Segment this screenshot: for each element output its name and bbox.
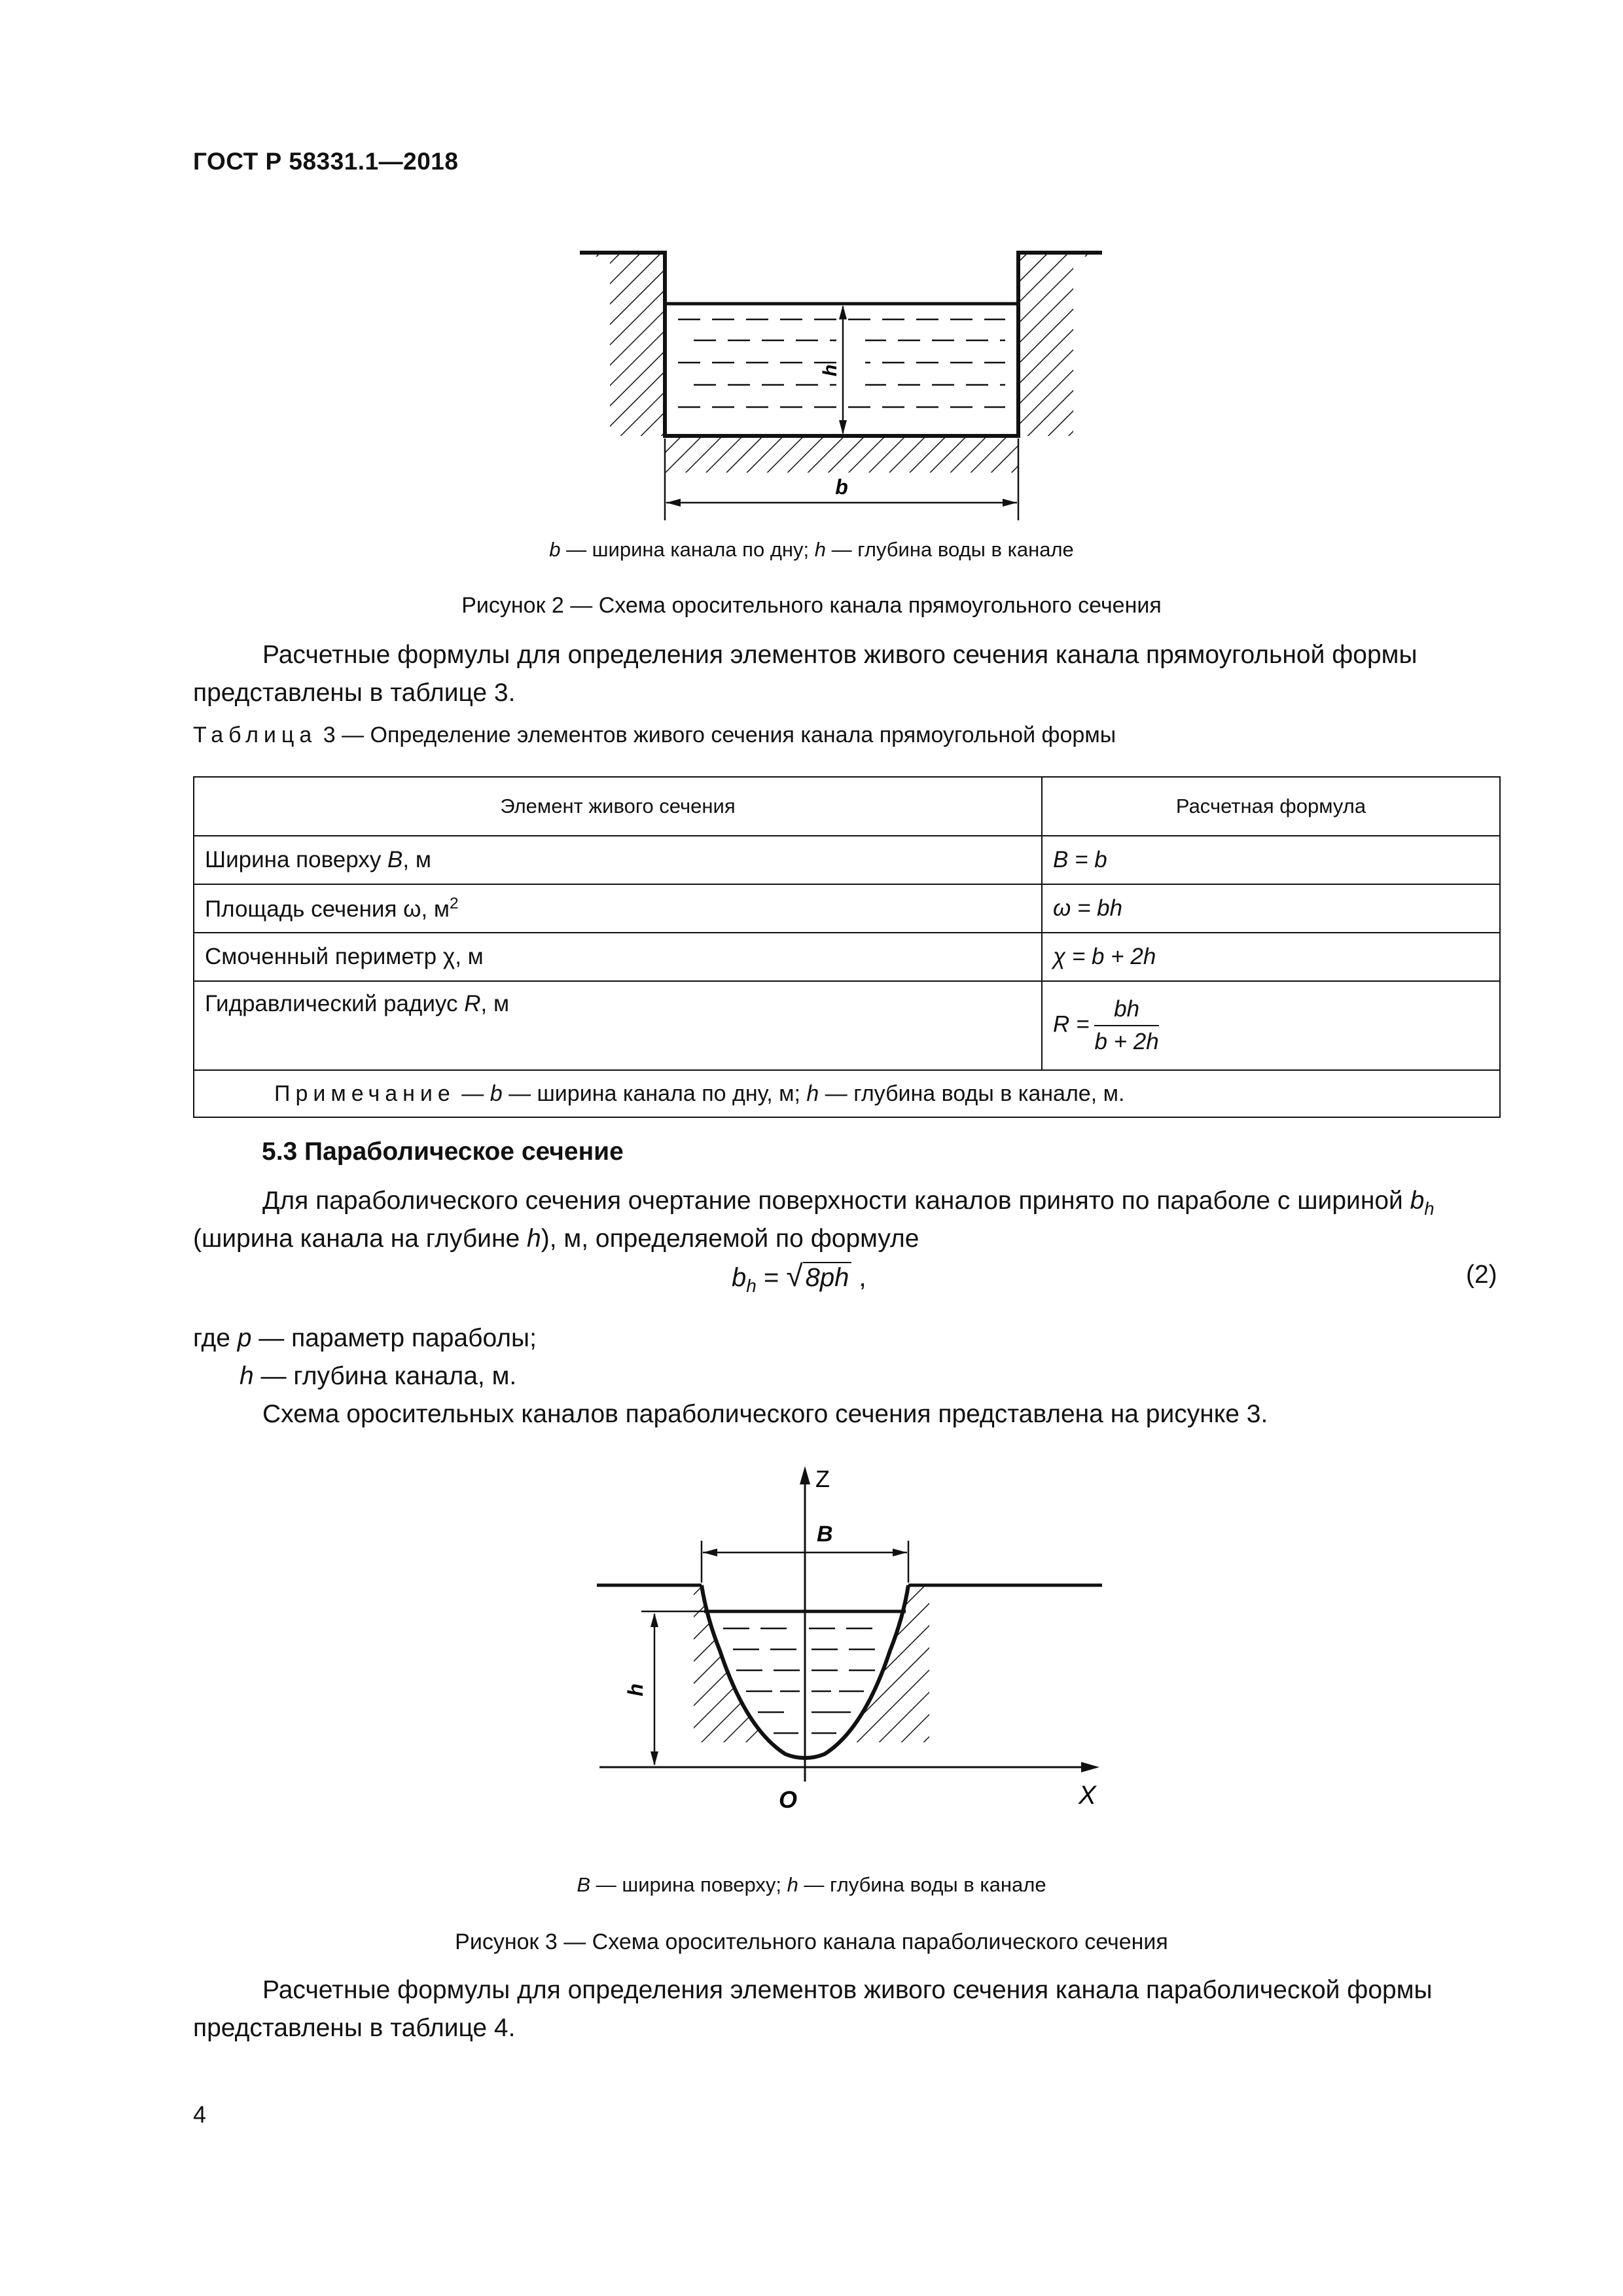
figure-2-caption: Рисунок 2 — Схема оросительного канала прямоугольного сечения xyxy=(461,593,1162,618)
table-header-cell: Расчетная формула xyxy=(1042,777,1500,836)
paragraph-4: Расчетные формулы для определения элементов живого сечения канала параболической формы представлены в таблице 4. xyxy=(193,1976,1433,2042)
paragraph-3: Схема оросительных каналов параболического сечения представлена на рисунке 3. xyxy=(262,1400,1268,1428)
table-cell: Гидравлический радиус R, м xyxy=(194,981,1042,1070)
width-label-B: B xyxy=(817,1522,833,1547)
paragraph-1: Расчетные формулы для определения элементов живого сечения канала прямоугольной формы представлены в таблице 3. xyxy=(193,641,1418,707)
table-cell-formula-fraction: R = $\frac{bh}{b + 2h}$ xyxy=(1042,981,1500,1070)
paragraph-2: Для параболического сечения очертание поверхности каналов принято по параболе с шириной $b_h$ xyxy=(262,1187,1435,1219)
where-h: h — глубина канала, м. xyxy=(240,1362,517,1390)
table-row xyxy=(194,981,1500,1070)
table-3 xyxy=(193,776,1501,1118)
table-note: Примечание — b — ширина канала по дну, м; h — глубина воды в канале, м. xyxy=(194,1070,1500,1117)
table-cell: Ширина поверху B, м xyxy=(194,836,1042,884)
figure-3-legend: B — ширина поверху; h — глубина воды в канале xyxy=(577,1873,1046,1896)
table-cell: Площадь сечения ω, $м^2$ xyxy=(194,884,1042,933)
table-cell: χ = b + 2h xyxy=(1042,933,1500,981)
table-row xyxy=(194,933,1500,981)
depth-label-h: h xyxy=(624,1683,647,1696)
table-3-caption: Таблица 3 — Определение элементов живого сечения канала прямоугольной формы xyxy=(193,723,1116,747)
figure-2-rectangular-channel xyxy=(569,242,1119,524)
table-row xyxy=(194,836,1500,884)
where-p: где p — параметр параболы; xyxy=(193,1324,537,1352)
table-header-row xyxy=(194,777,1500,836)
axis-z-label: Z xyxy=(815,1465,830,1492)
figure-3-caption: Рисунок 3 — Схема оросительного канала параболического сечения xyxy=(455,1929,1168,1954)
document-code-header: ГОСТ Р 58331.1—2018 xyxy=(193,148,459,175)
section-title: 5.3 Параболическое сечение xyxy=(262,1138,624,1166)
page-number: 4 xyxy=(193,2101,207,2128)
depth-label-h: h xyxy=(819,364,841,377)
figure-3-parabolic-channel xyxy=(589,1454,1126,1847)
figure-2-legend: b — ширина канала по дну; h — глубина воды в канале xyxy=(549,538,1074,561)
equation-number: (2) xyxy=(1466,1261,1497,1289)
table-note-row xyxy=(194,1070,1500,1117)
equation-2: $b_h$ = √ 8ph , xyxy=(732,1259,866,1296)
paragraph-2-continued: (ширина канала на глубине h), м, определяемой по формуле xyxy=(193,1225,919,1253)
table-cell: B = b xyxy=(1042,836,1500,884)
table-cell: ω = bh xyxy=(1042,884,1500,933)
origin-label: O xyxy=(779,1786,798,1813)
axis-x-label: X xyxy=(1079,1781,1096,1810)
table-cell: Смоченный периметр χ, м xyxy=(194,933,1042,981)
table-header-cell: Элемент живого сечения xyxy=(194,777,1042,836)
table-row xyxy=(194,884,1500,933)
width-label-b: b xyxy=(835,475,848,499)
